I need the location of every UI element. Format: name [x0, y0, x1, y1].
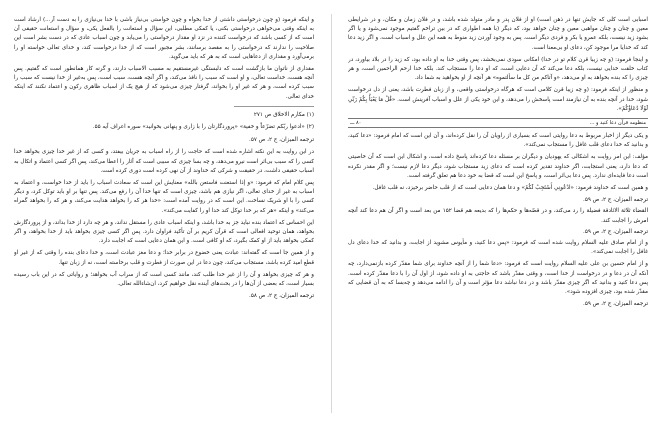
right-paragraph-6: و همین است که خداوند فرمود: «ادْعُونِي أَسْتَجِبْ لَكُمْ» و دعا همان دعایی است که از قلب حاضر برخیزد، نه قلب غافل. — [372, 185, 648, 192]
right-paragraph-1: اسبابی است کلی که جایش تنها در ذهن است) او از فلان پدر و مادر متولد شده باشد، و در فلان زمان و مکان، و در شرایطی معین و چنان و چنان مواهبی معین و چنان خواهد بود، که دیگر (با همه اطواری که در بین تراخم گفتیم موجود نمی‌شود و یا اگر بشود زید نیست، بلکه عمرو یا بکر و فردی دیگر است. پس به وجود آوردن زید منوط به همه این علل و اسباب است، و اگر زید دعا کند که خدایا مرا موجود کن، دعای او بی‌معنا است. — [348, 17, 648, 51]
left-paragraph-6: و از همین جا است که گفته‌اند: عبادت یعنی خضوع در برابر خدا؛ و دعا مغز عبادت است، و خدا دعای بنده را وقتی که از غیر او قطع امید کرده باشد، مستجاب می‌کند، چون دعا در این صورت از فطرت و قلب برخاسته است، نه از زبان تنها. — [14, 250, 314, 266]
right-paragraph-4: و یکی دیگر از اخبار مربوط به دعا روایتی است که بسیاری از راویان آن را نقل کرده‌اند، و آن این است که امام فرمود: «دعا کنید، و بدانید که خدا دعای قلب غافل را مستجاب نمی‌کند». — [348, 133, 648, 149]
right-reference-3: ترجمه المیزان، ج ۲، ص ۵۹. — [583, 228, 648, 235]
left-page — [14, 16, 314, 413]
right-page — [348, 16, 648, 413]
left-paragraph-5: این احساس که اعتماد بنده نباید جز به خدا باشد، و اینکه اسباب عادی را مستقل نداند، و هر چه دارد از خدا بداند، و از پروردگارش بخواهد، همان توحید افعالی است که قرآن کریم بر آن تأکید فراوان دارد. پس اگر کسی چیزی بخواهد باید از خدا بخواهد، و اگر کمکی بخواهد باید از او کمک بگیرد، که او کافی است. و این همان دعایی است که اجابت دارد. — [14, 219, 314, 245]
running-header-title: منظومه قرآن دعا کنید و ... — [589, 120, 646, 127]
right-paragraph-7: و از امام صادق علیه السلام روایت شده است که فرمود: «پس دعا کنید، و مأیوس مشوید از اجابت، و بدانید که خدا دعای دل غافل را اجابت نمی‌کند». — [348, 240, 648, 256]
left-paragraph-1: و اینکه فرمود (و چون درخواستی داشتی از خدا بخواه و چون خواستی بی‌نیاز باشی با خدا بی‌نیازی را به دست آر...) ارشاد است به اینکه وقتی می‌خواهی درخواستی بکنی، یا کمکی مطلبی، این سؤال و استعانت را بالفعل یکی، و سؤال و استعانت حقیقی آن است که از کسی باشد که درخواست کننده در نزد او مقدار درخواستی را می‌یابد و چون اسباب عادی که در دست بشر است این صلاحیت را ندارند که درخواستی را به مقصد برسانند، بشر مجبور است که از خدا درخواست کند، و خدای تعالی خواسته او را برمی‌آورد و مقداری از دعاهایی است که به هر که باید می‌گوید. — [14, 17, 314, 60]
left-paragraph-3: در این روایت به این نکته اشاره شده است که حاجت را از راه اسباب به جریان بیفتد، و کسی که از غیر خدا چیزی بخواهد خدا کسی را که سبب بی‌اثر است نیرو می‌دهد، و چه بسا چیزی که سببی است که آثار را اعطا می‌کند، پس اگر کسی اعتماد و اتکال به اسباب حقیقی داشت، در حقیقت و شرکی که خداوند از آن نهی کرده است دوری کرده است. — [14, 149, 314, 174]
running-header — [348, 118, 648, 128]
page-number: ۸۰ ـــ — [350, 120, 362, 127]
right-paragraph-5: مؤلف: این امر روایت به اشکالی که یهودیان و دیگران بر مسئله دعا کرده‌اند پاسخ داده است، و اشکال این است که آن خاصیتی که دعا دارد، یعنی استجابت، اگر خداوند تقدیر کرده است که دعای زید مستجاب شود، دیگر دعا لازم نیست؛ و اگر مقدر نکرده است دعا فایده‌ای ندارد. پس دعا بی‌اثر است، و پاسخ این است که قضا به خود دعا هم تعلق گرفته است. — [348, 154, 648, 179]
right-paragraph-8: و از امام حسین بن علی علیه السلام روایت است که فرمود: «دعا شما را از آنچه خداوند برای شما مقدّر کرده بازنمی‌دارد، چه آنکه آن در دعا و در درخواست از خدا است، و وقتی مقدّر باشد که حاجتی به او داده شود، از اول آن را با دعا مقدّر کرده است. پس دعا کنید و بدانید که اگر چیزی مقدّر باشد و در دعا نباشد دعا مؤثر است و آن را ادامه می‌دهد و چه‌بسا که به آن قضایی که مقدّر شده بود، چیزی افزوده شود». — [348, 261, 648, 296]
footnote-2: (۲) «ادعوا ربّکم تضرّعاً و خفیة» «پروردگارتان را با زاری و پنهانی بخوانید» سوره اعراف آیه ۵۵. — [92, 124, 314, 131]
right-paragraph-3: و منظور از اینکه فرمود: (و چه زیبا قرن کلامی است که هرگاه درخواستی واقعی، و از زبان فطرت باشد، یعنی از دل درخواست شود، خدا در آنچه بنده به آن نیازمند است پاسخش را می‌دهد، و این خود یکی از علل و اسباب آفرینش است. «قُلْ مَا يَعْبَأُ بِكُمْ رَبِّي لَوْلَا دُعَاؤُكُمْ». — [348, 87, 648, 112]
right-reference-4: ترجمه المیزان، ج ۲، ص ۵۹. — [583, 301, 648, 308]
left-reference: ترجمه المیزان، ج ۲، ص ۵۸. — [249, 293, 314, 300]
footnote-1: (۱) مکارم الاخلاق ص ۲۷۱ — [253, 111, 314, 118]
left-paragraph-2: مقداری از ناتوان ما بازگشت است که دلبستگی غیرمستقیم به مسبب الاسباب دارند، و گرنه کار همانطور است که گفتیم. پس آنچه هست، خداست تعالی، و او است که سبب را نافذ می‌کند، و اگر آنچه هست، سبب است، پس به‌غیر از خدا نیست که سبب را سبب کرده است، و هر که غیر او را بخواند، گرفتار چیزی می‌شود که از هیچ یک از اسباب ظاهری رکون و اعتماد نکنند که اینکه خدای تعالی. — [14, 66, 314, 100]
right-paragraph-2: و اینجا فرمود: (و چه زیبا قرن کلام تو در خدا) امکانی سودی نمی‌بخشد، پس وقتی خدا به او داده بود، که زید را در بلاد بیاورد، در کتاب خلقت خدایی نیست، بلکه دعا می‌کند که آن دعایی است، که او دعا را مستجاب کند. بلکه خدا ارحم الراحمین است، و هر چیزی را که بنده بخواهد به او می‌دهد، «و آتاکم من کل ما سألتموه» هر آنچه از او بخواهید به شما داد. — [348, 56, 648, 82]
right-reference-1: ترجمه المیزان، ج ۲، ص ۵۹. — [583, 197, 648, 204]
footnote-3: ترجمه المیزان، ج ۲، ص ۵۷. — [249, 136, 314, 143]
left-paragraph-4: پس کلام امام که فرمود: «و إذا استعنت فاستعن بالله» معنایش این است که سعادت اسباب را باید از خدا خواست، و اعتماد به اسباب به غیر از خدای تعالی، اگر نیازی هم باشد، چیزی است که تنها خدا آن را رفع می‌کند. پس تنها بر او باید توکل کرد، و دیگر کسی را با او شریک نساخت. این است که در روایت آمده است: «خدا هر که را بخواهد هدایت می‌کند، و هر که را بخواهد گمراه می‌کند» و اینکه «هر که بر خدا توکل کند خدا او را کفایت می‌کند». — [14, 179, 314, 214]
left-paragraph-7: و هر که چیزی بخواهد و آن را از غیر خدا طلب کند، مانند کسی است که از سراب آب بخواهد؛ و روایاتی که در این باب رسیده بسیار است، که بعضی از آن‌ها را در بحث‌های آینده نقل خواهیم کرد، ان‌شاءالله تعالی. — [14, 271, 314, 287]
page-gutter — [331, 14, 332, 413]
right-reference-2: القضاء ثلاثة الاثادقة فضیلة را رد می‌کند، و در قصّه‌ها و حکم‌ها را که بدیعه هم قضا ۱۵۲ من بعد است و اگر آن هم دعا کند آنچه امرش را اجابت کند. — [348, 208, 648, 224]
footnote-separator — [234, 106, 314, 107]
